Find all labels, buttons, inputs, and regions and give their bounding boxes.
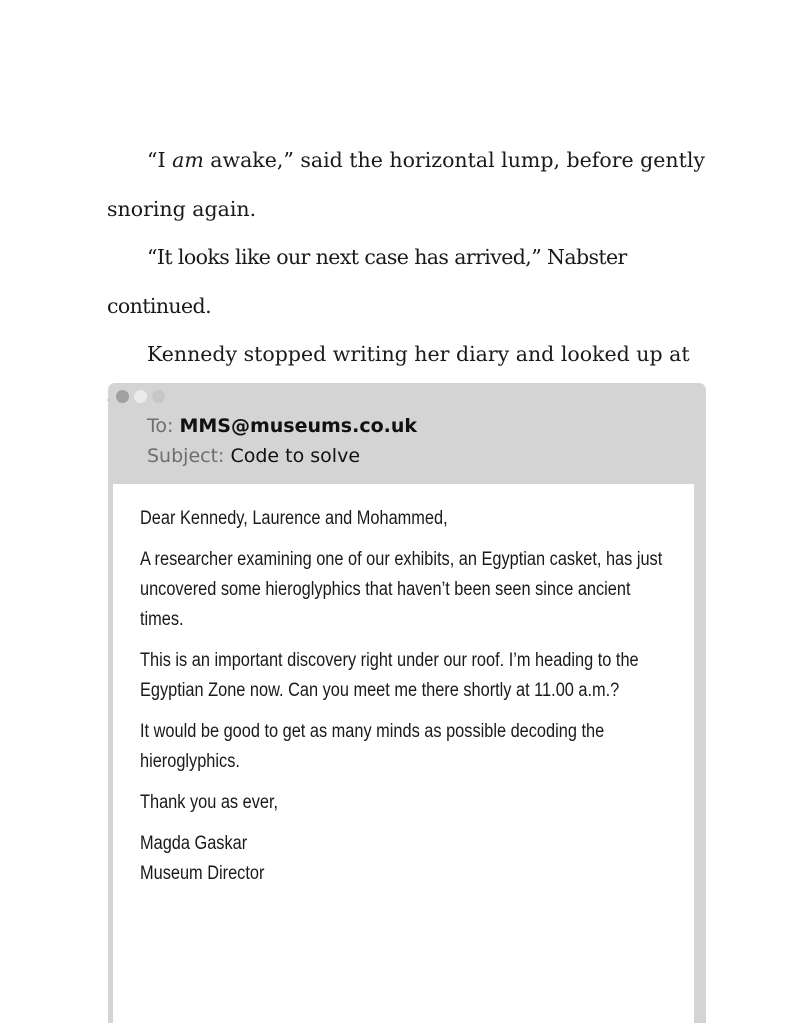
message-paragraph-3: It would be good to get as many minds as possible decoding the hieroglyphics. <box>140 721 605 772</box>
window-controls <box>116 390 165 403</box>
message-paragraph-2: This is an important discovery right under our roof. I’m heading to the Egyptian Zone now. Can you meet me there shortly at 11.00 a.m.? <box>140 650 639 701</box>
to-label: To: <box>147 415 174 437</box>
close-button-icon[interactable] <box>116 390 129 403</box>
email-to-row <box>147 415 417 437</box>
subject-label: Subject: <box>147 445 225 467</box>
email-window <box>108 383 706 1023</box>
paragraph-2: “It looks like our next case has arrived,” Nabster continued. <box>107 245 627 318</box>
maximize-button-icon[interactable] <box>152 390 165 403</box>
email-subject-row <box>147 445 360 467</box>
signoff: Thank you as ever, <box>140 792 279 813</box>
to-address: MMS@museums.co.uk <box>179 415 418 437</box>
message-paragraph-1: A researcher examining one of our exhibits, an Egyptian casket, has just uncovered some hieroglyphics that haven’t been seen since ancient times. <box>140 549 663 630</box>
greeting: Dear Kennedy, Laurence and Mohammed, <box>140 508 448 529</box>
paragraph-1: “I am awake,” said the horizontal lump, before gently snoring again. <box>107 148 705 221</box>
minimize-button-icon[interactable] <box>134 390 147 403</box>
email-body-pane <box>113 484 694 1024</box>
signature-title: Museum Director <box>140 863 265 884</box>
signature-name: Magda Gaskar <box>140 833 248 854</box>
emphasis: am <box>172 148 204 172</box>
subject-value: Code to solve <box>230 445 361 467</box>
email-message <box>140 504 670 889</box>
paragraph-3: Kennedy stopped writing her diary and looked up at <box>147 342 690 366</box>
